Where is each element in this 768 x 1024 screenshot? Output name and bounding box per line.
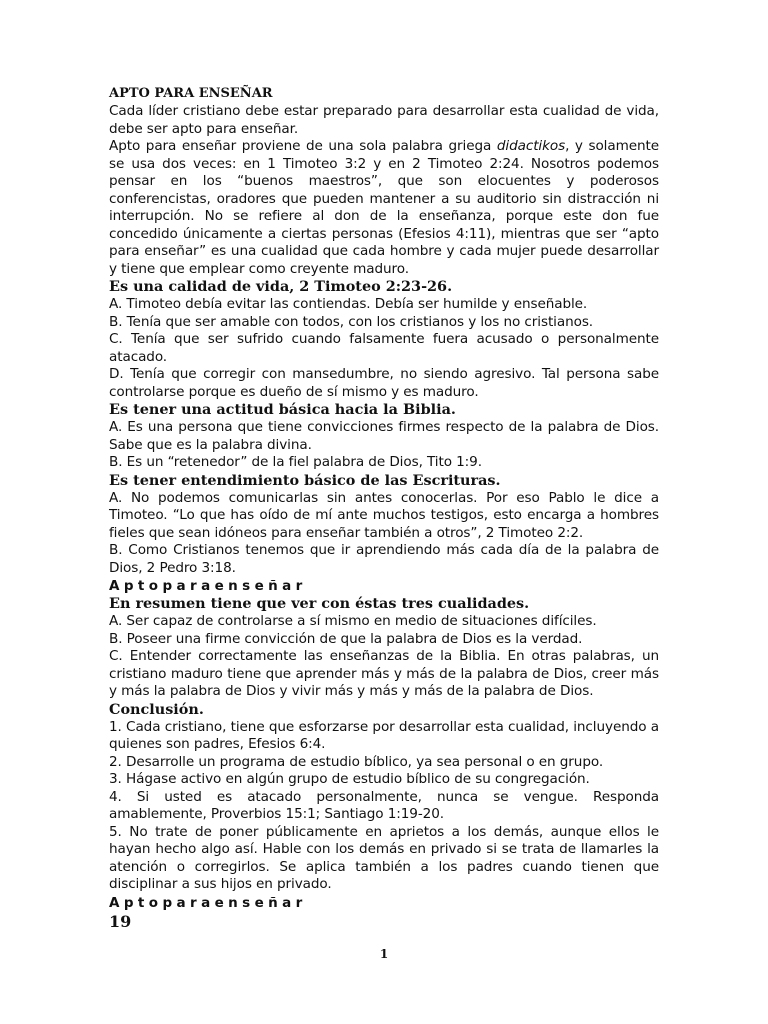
list-item: B. Como Cristianos tenemos que ir aprendiendo más cada día de la palabra de Dios, 2 Pedro 3:18.: [109, 542, 659, 576]
list-item: B. Es un “retenedor” de la fiel palabra de Dios, Tito 1:9.: [109, 454, 482, 470]
section-heading-resumen: En resumen tiene que ver con éstas tres cualidades.: [109, 595, 530, 612]
list-item: 3. Hágase activo en algún grupo de estudio bíblico de su congregación.: [109, 771, 590, 787]
list-item: A. Ser capaz de controlarse a sí mismo en medio de situaciones difíciles.: [109, 613, 597, 629]
list-item: A. Es una persona que tiene convicciones firmes respecto de la palabra de Dios. Sabe que es la palabra divina.: [109, 419, 659, 453]
definition-text-start: Apto para enseñar proviene de una sola palabra griega: [109, 138, 497, 154]
list-item: 2. Desarrolle un programa de estudio bíblico, ya sea personal o en grupo.: [109, 753, 604, 770]
list-item: C. Tenía que ser sufrido cuando falsamente fuera acusado o personalmente atacado.: [109, 331, 659, 365]
list-item: 5. No trate de poner públicamente en aprietos a los demás, aunque ellos le hayan hecho algo así. Hable con los demás en privado si se trata de llamarles la atención o corregirlos. Se aplica también a los padres cuando tienen que disciplinar a sus hijos en privado.: [109, 823, 659, 892]
footer-number: 19: [109, 911, 132, 931]
definition-text-end: , y solamente se usa dos veces: en 1 Timoteo 3:2 y en 2 Timoteo 2:24. Nosotros podemos pensar en los “buenos maestros”, que son elocuentes y poderosos conferencistas, oradores que pueden mantener a su auditorio sin distracción ni interrupción. No se refiere al don de la enseñanza, porque este don fue concedido únicamente a ciertas personas (Efesios 4:11), mientras que ser “apto para enseñar” es una cualidad que cada hombre y cada mujer puede desarrollar y tiene que emplear como creyente maduro.: [109, 138, 659, 277]
list-item: A. Timoteo debía evitar las contiendas. Debía ser humilde y enseñable.: [109, 296, 588, 312]
list-item: D. Tenía que corregir con mansedumbre, no siendo agresivo. Tal persona sabe controlarse porque es dueño de sí mismo y es maduro.: [109, 366, 659, 400]
document-title: APTO PARA ENSEÑAR: [109, 86, 273, 101]
list-item: B. Tenía que ser amable con todos, con los cristianos y los no cristianos.: [109, 313, 594, 330]
list-item: A. No podemos comunicarlas sin antes conocerlas. Por eso Pablo le dice a Timoteo. “Lo que has oído de mí ante muchos testigos, esto encarga a hombres fieles que sean idóneos para enseñar también a otros”, 2 Timoteo 2:2.: [109, 489, 659, 541]
page-number: 1: [379, 947, 389, 961]
document-body: [109, 84, 659, 931]
section-heading-entendimiento: Es tener entendimiento básico de las Escrituras.: [109, 471, 501, 489]
section-heading-calidad: Es una calidad de vida, 2 Timoteo 2:23-26.: [109, 278, 453, 295]
spaced-label: Aptoparaenseñar: [109, 894, 307, 911]
list-item: 4. Si usted es atacado personalmente, nunca se vengue. Responda amablemente, Proverbios 15:1; Santiago 1:19-20.: [109, 788, 659, 822]
definition-paragraph: [109, 138, 659, 278]
intro-paragraph: Cada líder cristiano debe estar preparado para desarrollar esta cualidad de vida, debe ser apto para enseñar.: [109, 103, 659, 137]
section-heading-actitud: Es tener una actitud básica hacia la Biblia.: [109, 401, 456, 418]
greek-term: didactikos: [496, 138, 566, 154]
spaced-label: Aptoparaenseñar: [109, 578, 307, 594]
list-item: C. Entender correctamente las enseñanzas de la Biblia. En otras palabras, un cristiano maduro tiene que aprender más y más de la palabra de Dios, creer más y más la palabra de Dios y vivir más y más y más de la palabra de Dios.: [109, 648, 659, 699]
conclusion-heading: Conclusión.: [109, 700, 204, 718]
list-item: 1. Cada cristiano, tiene que esforzarse por desarrollar esta cualidad, incluyendo a quienes son padres, Efesios 6:4.: [109, 718, 659, 752]
list-item: B. Poseer una firme convicción de que la palabra de Dios es la verdad.: [109, 630, 583, 647]
